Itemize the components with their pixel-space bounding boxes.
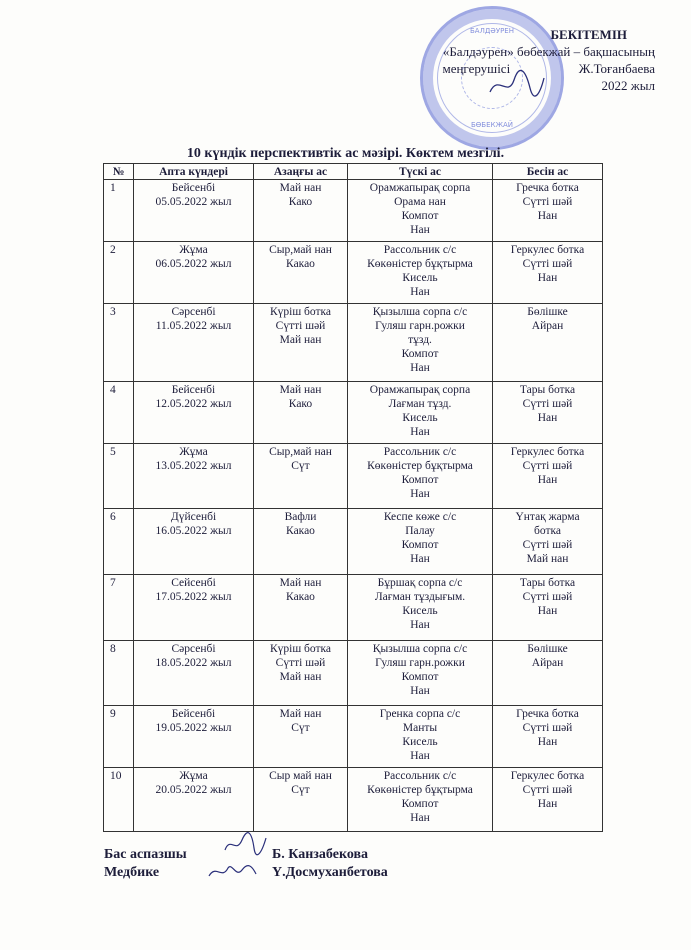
cell-lunch [348, 509, 493, 575]
approval-line1: «Балдәурен» бөбекжай – бақшасының [442, 44, 655, 59]
cell-day-line: 12.05.2022 жыл [155, 398, 232, 410]
cell-snack-line: Сүтті шәй [522, 398, 573, 410]
cell-day-line: 06.05.2022 жыл [155, 258, 232, 270]
nurse-signature-icon [206, 860, 258, 884]
cell-day-line: Жұма [179, 770, 208, 782]
cell-lunch [348, 575, 493, 641]
cell-breakfast-line: Како [288, 398, 313, 410]
cell-lunch [348, 382, 493, 444]
table-row [104, 641, 603, 706]
cell-day-line: 13.05.2022 жыл [155, 460, 232, 472]
cell-lunch-line: Палау [405, 525, 435, 537]
cell-snack [493, 304, 603, 382]
cell-snack-line: Тары ботка [519, 577, 576, 589]
cell-snack-line: ботка [534, 525, 561, 537]
cell-lunch-line: Орама нан [394, 196, 446, 208]
approval-name: Ж.Тоғанбаева [578, 61, 655, 76]
cell-day-line: Бейсенбі [171, 708, 216, 720]
cell-snack-line: Сүтті шәй [522, 784, 573, 796]
cell-no: 8 [104, 641, 134, 706]
table-row [104, 706, 603, 768]
cell-lunch-line: Гренка сорпа с/с [379, 708, 461, 720]
approval-title: БЕКІТЕМІН [550, 27, 627, 42]
cell-lunch [348, 304, 493, 382]
cell-lunch-line: Компот [401, 474, 439, 486]
nurse-role: Медбике [104, 865, 160, 880]
cell-no: 10 [104, 768, 134, 832]
table-row [104, 242, 603, 304]
cell-day-line: Жұма [179, 446, 208, 458]
cell-day [134, 509, 254, 575]
cell-snack-line: Нан [537, 474, 558, 486]
cell-lunch-line: Қызылша сорпа с/с [372, 643, 468, 655]
cell-day-line: 18.05.2022 жыл [155, 657, 232, 669]
cell-breakfast [254, 641, 348, 706]
cell-breakfast-line: Сыр май нан [269, 770, 332, 782]
cell-day [134, 575, 254, 641]
cell-lunch-line: Нан [410, 488, 430, 500]
cell-lunch-line: Компот [401, 798, 439, 810]
cell-breakfast [254, 575, 348, 641]
cell-snack-line: Нан [537, 736, 558, 748]
cell-snack-line: Сүтті шәй [522, 196, 573, 208]
nurse-row [104, 864, 424, 882]
cell-lunch-line: Компот [401, 671, 439, 683]
col-header-day: Апта күндері [134, 164, 254, 180]
cell-day-line: Бейсенбі [171, 182, 216, 194]
cell-snack-line: Нан [537, 412, 558, 424]
cell-breakfast-line: Какао [286, 258, 315, 270]
menu-table-body [104, 180, 603, 832]
cell-lunch-line: Көкөністер бұқтырма [367, 460, 473, 472]
cell-day-line: 20.05.2022 жыл [155, 784, 232, 796]
cell-breakfast [254, 382, 348, 444]
cell-day [134, 304, 254, 382]
table-row [104, 509, 603, 575]
cell-breakfast-line: Сүтті шәй [275, 320, 326, 332]
cell-snack-line: Айран [531, 657, 564, 669]
cell-no: 7 [104, 575, 134, 641]
cell-snack-line: Нан [537, 210, 558, 222]
cell-snack-line: Бөлішке [527, 643, 568, 655]
cell-breakfast [254, 444, 348, 509]
cell-day-line: 16.05.2022 жыл [155, 525, 232, 537]
cell-lunch-line: Көкөністер бұқтырма [367, 258, 473, 270]
cell-day-line: 11.05.2022 жыл [155, 320, 232, 332]
cell-snack [493, 242, 603, 304]
cell-lunch-line: Кеспе көже с/с [383, 511, 457, 523]
cell-lunch-line: Орамжапырақ сорпа [369, 384, 471, 396]
cell-lunch [348, 641, 493, 706]
cell-snack [493, 706, 603, 768]
cell-snack-line: Нан [537, 605, 558, 617]
cell-snack-line: Геркулес ботка [510, 244, 585, 256]
approval-role: меңгерушісі [442, 61, 511, 76]
cell-lunch [348, 768, 493, 832]
cell-lunch-line: Рассольник с/с [383, 770, 457, 782]
cell-lunch-line: Гуляш гарн.рожки [375, 320, 465, 332]
cell-day [134, 641, 254, 706]
cell-day-line: Дүйсенбі [170, 511, 217, 523]
chef-signature-icon [222, 832, 268, 858]
cell-snack-line: Бөлішке [527, 306, 568, 318]
cell-breakfast-line: Сүт [291, 784, 310, 796]
stamp-text-top: БАЛДӘУРЕН [469, 27, 514, 35]
director-signature-icon [486, 68, 546, 102]
table-row [104, 180, 603, 242]
cell-day [134, 444, 254, 509]
cell-lunch-line: Лағман тұзд. [388, 398, 452, 410]
cell-no: 5 [104, 444, 134, 509]
cell-day-line: Бейсенбі [171, 384, 216, 396]
cell-lunch-line: Нан [410, 685, 430, 697]
chef-name: Б. Канзабекова [272, 847, 369, 862]
cell-breakfast-line: Күріш ботка [269, 306, 332, 318]
nurse-name: Ү.Досмуханбетова [272, 865, 388, 880]
cell-no: 2 [104, 242, 134, 304]
cell-lunch-line: Манты [402, 722, 438, 734]
cell-snack [493, 575, 603, 641]
cell-day-line: Жұма [179, 244, 208, 256]
cell-snack [493, 641, 603, 706]
cell-snack-line: Геркулес ботка [510, 446, 585, 458]
cell-lunch-line: Бұршақ сорпа с/с [377, 577, 463, 589]
cell-lunch-line: Рассольник с/с [383, 244, 457, 256]
cell-lunch-line: Нан [410, 553, 430, 565]
cell-lunch-line: Нан [410, 224, 430, 236]
cell-lunch-line: Көкөністер бұқтырма [367, 784, 473, 796]
cell-breakfast-line: Сыр,май нан [269, 446, 332, 458]
cell-snack-line: Нан [537, 272, 558, 284]
cell-snack-line: Геркулес ботка [510, 770, 585, 782]
col-header-breakfast: Азаңғы ас [254, 164, 348, 180]
cell-snack-line: Үнтақ жарма [515, 511, 580, 523]
cell-snack-line: Май нан [526, 553, 569, 565]
cell-snack [493, 509, 603, 575]
cell-no: 6 [104, 509, 134, 575]
cell-snack [493, 382, 603, 444]
cell-day-line: Сейсенбі [171, 577, 216, 589]
cell-lunch-line: тұзд. [408, 334, 432, 346]
cell-lunch [348, 444, 493, 509]
cell-day [134, 180, 254, 242]
cell-breakfast-line: Сыр,май нан [269, 244, 332, 256]
table-row [104, 304, 603, 382]
cell-breakfast-line: Май нан [279, 384, 322, 396]
cell-snack-line: Гречка ботка [516, 182, 579, 194]
cell-snack-line: Сүтті шәй [522, 539, 573, 551]
cell-breakfast [254, 706, 348, 768]
cell-breakfast-line: Күріш ботка [269, 643, 332, 655]
cell-snack-line: Сүтті шәй [522, 258, 573, 270]
chef-role: Бас аспазшы [104, 847, 187, 862]
cell-lunch-line: Гуляш гарн.рожки [375, 657, 465, 669]
cell-breakfast [254, 509, 348, 575]
table-row [104, 768, 603, 832]
cell-breakfast-line: Май нан [279, 182, 322, 194]
cell-snack-line: Тары ботка [519, 384, 576, 396]
col-header-snack: Бесін ас [493, 164, 603, 180]
cell-snack-line: Айран [531, 320, 564, 332]
cell-breakfast-line: Сүтті шәй [275, 657, 326, 669]
col-header-no: № [104, 164, 134, 180]
stamp-text-bottom: БӨБЕКЖАЙ [470, 121, 514, 129]
cell-lunch-line: Компот [401, 210, 439, 222]
cell-day [134, 382, 254, 444]
cell-day-line: 17.05.2022 жыл [155, 591, 232, 603]
cell-snack [493, 768, 603, 832]
cell-breakfast [254, 242, 348, 304]
cell-snack-line: Сүтті шәй [522, 591, 573, 603]
cell-lunch [348, 180, 493, 242]
cell-no: 1 [104, 180, 134, 242]
cell-breakfast-line: Май нан [279, 577, 322, 589]
cell-lunch-line: Нан [410, 286, 430, 298]
menu-table [103, 163, 603, 832]
cell-breakfast [254, 768, 348, 832]
cell-breakfast-line: Сүт [291, 722, 310, 734]
page-title: 10 күндік перспективтік ас мәзірі. Көктем мезгілі. [186, 146, 505, 161]
cell-lunch-line: Кисель [402, 272, 438, 284]
cell-lunch-line: Лағман тұздығым. [374, 591, 466, 603]
cell-breakfast-line: Какао [286, 525, 315, 537]
cell-lunch-line: Нан [410, 750, 430, 762]
table-row [104, 575, 603, 641]
cell-day [134, 242, 254, 304]
approval-date: 2022 жыл [601, 78, 655, 93]
cell-day-line: 05.05.2022 жыл [155, 196, 232, 208]
cell-lunch-line: Нан [410, 426, 430, 438]
cell-no: 4 [104, 382, 134, 444]
cell-day [134, 706, 254, 768]
table-row [104, 382, 603, 444]
cell-day-line: Сәрсенбі [171, 306, 216, 318]
cell-snack-line: Сүтті шәй [522, 722, 573, 734]
cell-lunch-line: Кисель [402, 736, 438, 748]
cell-snack-line: Нан [537, 798, 558, 810]
table-row [104, 444, 603, 509]
cell-day-line: 19.05.2022 жыл [155, 722, 232, 734]
cell-lunch-line: Нан [410, 619, 430, 631]
cell-lunch-line: Қызылша сорпа с/с [372, 306, 468, 318]
cell-lunch-line: Кисель [402, 412, 438, 424]
cell-day [134, 768, 254, 832]
cell-no: 9 [104, 706, 134, 768]
col-header-lunch: Түскі ас [348, 164, 493, 180]
cell-breakfast [254, 180, 348, 242]
cell-lunch-line: Компот [401, 348, 439, 360]
cell-lunch-line: Нан [410, 812, 430, 824]
cell-snack [493, 444, 603, 509]
cell-breakfast-line: Вафли [284, 511, 317, 523]
cell-no: 3 [104, 304, 134, 382]
table-header-row [104, 164, 603, 180]
cell-breakfast-line: Како [288, 196, 313, 208]
cell-lunch-line: Компот [401, 539, 439, 551]
cell-snack-line: Гречка ботка [516, 708, 579, 720]
cell-lunch-line: Кисель [402, 605, 438, 617]
cell-snack-line: Сүтті шәй [522, 460, 573, 472]
cell-snack [493, 180, 603, 242]
cell-lunch [348, 706, 493, 768]
cell-day-line: Сәрсенбі [171, 643, 216, 655]
cell-breakfast-line: Какао [286, 591, 315, 603]
cell-lunch-line: Нан [410, 362, 430, 374]
cell-lunch-line: Орамжапырақ сорпа [369, 182, 471, 194]
cell-lunch [348, 242, 493, 304]
cell-lunch-line: Рассольник с/с [383, 446, 457, 458]
cell-breakfast-line: Май нан [279, 671, 322, 683]
cell-breakfast [254, 304, 348, 382]
cell-breakfast-line: Сүт [291, 460, 310, 472]
cell-breakfast-line: Май нан [279, 708, 322, 720]
cell-breakfast-line: Май нан [279, 334, 322, 346]
